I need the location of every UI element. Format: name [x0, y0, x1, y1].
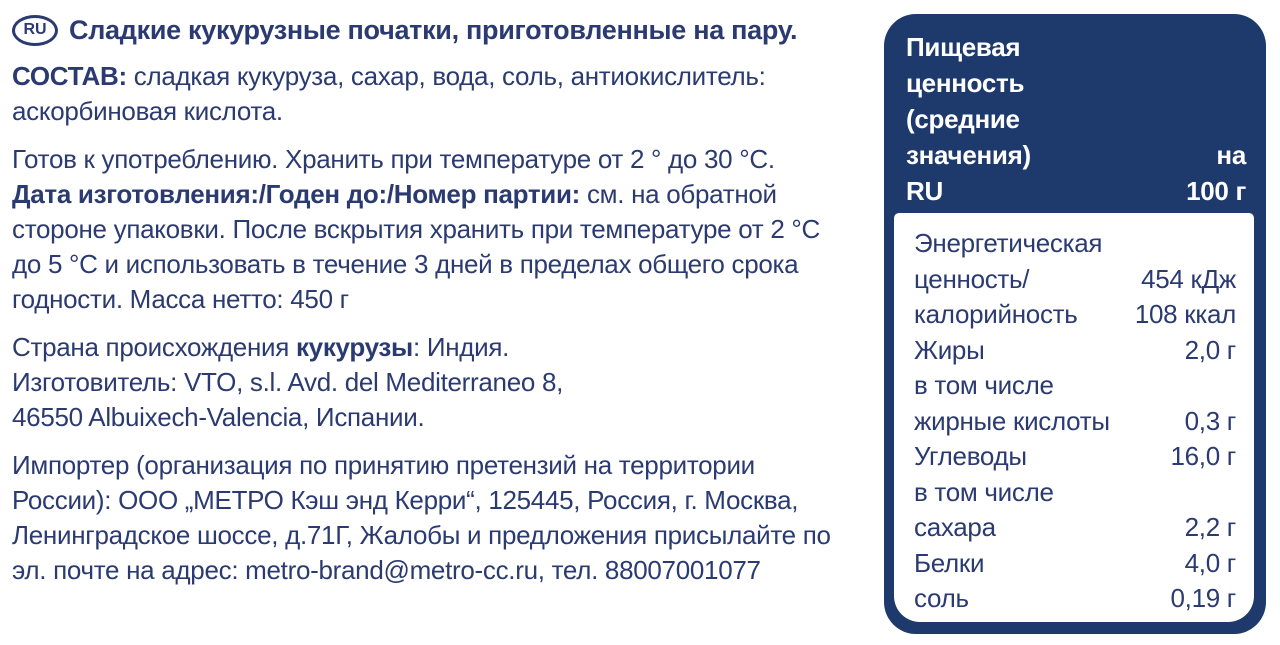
text-line: Импортер (организация по принятию претензий на территории	[12, 450, 755, 480]
nutrition-title	[906, 29, 1031, 209]
product-title: Сладкие кукурузные початки, приготовленные на пару.	[69, 15, 798, 45]
text-line: стороне упаковки. После вскрытия хранить при температуре от 2 °С	[12, 214, 820, 244]
nutrient-value: 4,0 г	[1184, 547, 1236, 578]
text-line: аскорбиновая кислота.	[12, 96, 283, 126]
text-line: Страна происхождения кукурузы: Индия.	[12, 332, 510, 362]
per-100g-label	[1186, 137, 1246, 209]
nutrition-title-line: Пищевая	[906, 32, 1021, 62]
nutrient-label: Энергетическая	[914, 228, 1103, 258]
nutrition-table	[894, 213, 1254, 622]
paragraph	[12, 142, 877, 317]
nutrition-row	[914, 368, 1236, 404]
nutrient-label: Жиры	[914, 334, 985, 365]
nutrition-row	[914, 297, 1236, 333]
paragraph	[12, 448, 877, 588]
product-info-column	[12, 8, 877, 588]
nutrient-label: соль	[914, 583, 969, 613]
nutrition-title-line: ценность	[906, 68, 1025, 98]
nutrient-label: Белки	[914, 547, 985, 578]
nutrition-row	[914, 439, 1236, 475]
nutrient-label: ценность/	[914, 263, 1030, 294]
nutrition-header	[906, 29, 1246, 209]
nutrition-title-line: RU	[906, 176, 943, 206]
paragraph	[12, 330, 877, 435]
product-text-paragraphs	[12, 59, 877, 588]
nutrient-value: 16,0 г	[1170, 441, 1236, 471]
nutrient-value: 2,0 г	[1184, 334, 1236, 365]
text-line: СОСТАВ: сладкая кукуруза, сахар, вода, соль, антиокислитель:	[12, 61, 766, 91]
nutrient-label: жирные кислоты	[914, 405, 1110, 436]
nutrition-row	[914, 404, 1236, 440]
nutrition-row	[914, 581, 1236, 617]
text-line: до 5 °С и использовать в течение 3 дней в пределах общего срока	[12, 249, 799, 279]
paragraph	[12, 59, 877, 129]
nutrient-value: 0,19 г	[1170, 583, 1236, 613]
nutrient-label: Углеводы	[914, 441, 1027, 471]
nutrition-row	[914, 546, 1236, 582]
nutrition-panel	[884, 14, 1266, 634]
nutrient-label: в том числе	[914, 476, 1054, 507]
text-line: годности. Масса нетто: 450 г	[12, 284, 349, 314]
nutrient-value: 108 ккал	[1134, 299, 1236, 329]
nutrition-row	[914, 475, 1236, 511]
per-100g-line: 100 г	[1186, 176, 1246, 206]
text-line: Дата изготовления:/Годен до:/Номер партии: см. на обратной	[12, 179, 777, 209]
nutrient-label: калорийность	[914, 299, 1078, 329]
nutrition-row	[914, 262, 1236, 298]
text-line: Ленинградское шоссе, д.71Г, Жалобы и предложения присылайте по	[12, 520, 831, 550]
title-row	[12, 14, 877, 46]
nutrient-label: в том числе	[914, 370, 1054, 400]
nutrient-label: сахара	[914, 512, 996, 542]
nutrition-row	[914, 333, 1236, 369]
text-line: Готов к употреблению. Хранить при температуре от 2 ° до 30 °С.	[12, 144, 775, 174]
nutrition-row	[914, 226, 1236, 262]
nutrient-value: 0,3 г	[1184, 405, 1236, 436]
nutrition-title-line: (средние	[906, 104, 1020, 134]
text-line: Изготовитель: VTO, s.l. Avd. del Mediterraneo 8,	[12, 367, 564, 397]
per-100g-line: на	[1216, 140, 1246, 170]
nutrition-row	[914, 510, 1236, 546]
nutrient-value: 2,2 г	[1184, 512, 1236, 542]
text-line: 46550 Albuixech-Valencia, Испании.	[12, 402, 425, 432]
nutrition-title-line: значения)	[906, 140, 1031, 170]
text-line: России): ООО „МЕТРО Кэш энд Керри“, 125445, Россия, г. Москва,	[12, 485, 799, 515]
text-line: эл. почте на адрес: metro-brand@metro-cc.ru, тел. 88007001077	[12, 555, 761, 585]
ru-language-badge-icon: RU	[12, 15, 58, 46]
nutrient-value: 454 кДж	[1141, 263, 1236, 294]
